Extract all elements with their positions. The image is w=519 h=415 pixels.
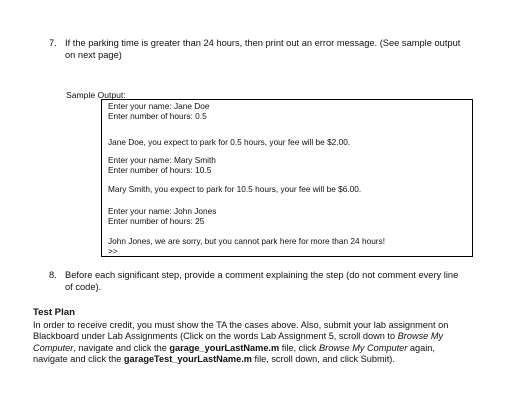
test-plan-paragraph bbox=[33, 320, 488, 366]
item-8-line-2: of code). bbox=[65, 282, 102, 292]
test-plan-line-1 bbox=[33, 320, 488, 331]
output-line: Enter your name: Jane Doe bbox=[108, 101, 210, 111]
test-plan-line-3 bbox=[33, 343, 488, 354]
output-line: Enter number of hours: 25 bbox=[108, 216, 205, 226]
item-8-line-1: Before each significant step, provide a comment explaining the step (do not comment every line bbox=[65, 270, 459, 280]
browse-my-computer-text: Browse My bbox=[397, 331, 444, 342]
output-line: John Jones, we are sorry, but you cannot park here for more than 24 hours! bbox=[108, 236, 386, 246]
output-line: Enter number of hours: 0.5 bbox=[108, 111, 207, 121]
test-plan-text: Blackboard under Lab Assignments (Click on the words Lab Assignment 5, scroll down to bbox=[33, 331, 398, 342]
test-plan-text: file, scroll down, and click Submit). bbox=[251, 354, 395, 365]
output-line: Mary Smith, you expect to park for 10.5 hours, your fee will be $6.00. bbox=[108, 184, 362, 194]
output-line: Enter number of hours: 10.5 bbox=[108, 165, 212, 175]
computer-text: Computer bbox=[33, 342, 74, 353]
test-plan-heading: Test Plan bbox=[33, 307, 75, 318]
item-7-line-2: on next page) bbox=[65, 50, 122, 60]
test-plan-text: navigate and click the bbox=[33, 354, 124, 365]
test-plan-line-2 bbox=[33, 331, 488, 342]
garage-filename: garage_yourLastName.m bbox=[169, 342, 280, 353]
output-line: Enter your name: John Jones bbox=[108, 206, 217, 216]
output-line: Jane Doe, you expect to park for 0.5 hours, your fee will be $2.00. bbox=[108, 137, 351, 147]
item-7-text bbox=[65, 37, 460, 61]
test-plan-text: file, click bbox=[279, 342, 319, 353]
sample-output-box bbox=[101, 99, 473, 257]
garage-test-filename: garageTest_yourLastName.m bbox=[123, 354, 252, 365]
test-plan-text: , navigate and click the bbox=[73, 342, 170, 353]
output-line: Enter your name: Mary Smith bbox=[108, 155, 216, 165]
item-8-number: 8. bbox=[49, 270, 57, 280]
item-7-line-1: If the parking time is greater than 24 hours, then print out an error message. (See sample output bbox=[65, 38, 461, 48]
test-plan-text: In order to receive credit, you must show the TA the cases above. Also, submit your lab assignment on bbox=[33, 320, 449, 330]
test-plan-line-4 bbox=[33, 354, 488, 365]
test-plan-text: again, bbox=[407, 342, 435, 353]
output-line: >> bbox=[108, 246, 118, 256]
browse-my-computer-text: Browse My Computer bbox=[319, 342, 408, 353]
sample-output-label: Sample Output: bbox=[66, 90, 126, 100]
item-8-text bbox=[65, 269, 458, 293]
item-7-number: 7. bbox=[49, 38, 57, 48]
